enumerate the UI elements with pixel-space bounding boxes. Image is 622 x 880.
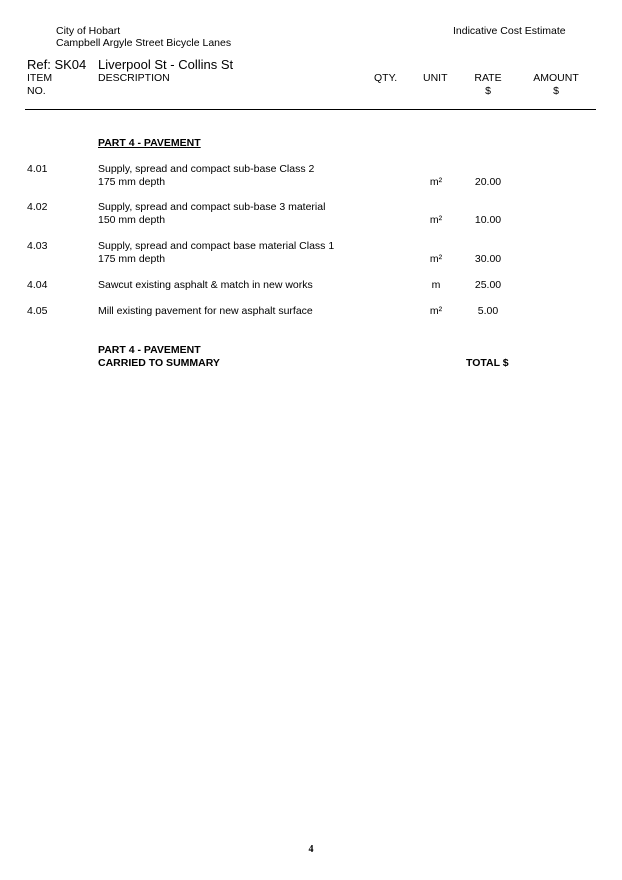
col-description-header: DESCRIPTION [98, 72, 170, 84]
item-rate: 5.00 [477, 305, 499, 317]
item-rate: 25.00 [474, 279, 502, 291]
item-description: Sawcut existing asphalt & match in new works [98, 279, 313, 291]
item-description: Mill existing pavement for new asphalt surface [98, 305, 313, 317]
item-number: 4.02 [27, 201, 48, 213]
summary-carried-label: CARRIED TO SUMMARY [98, 357, 220, 369]
col-item-header: ITEM [27, 72, 53, 84]
item-rate: 30.00 [474, 253, 502, 265]
item-unit: m² [429, 176, 443, 188]
section-title: PART 4 - PAVEMENT [98, 137, 201, 149]
org-name: City of Hobart [56, 25, 121, 37]
item-unit: m² [429, 305, 443, 317]
header-divider [25, 109, 596, 110]
item-number: 4.04 [27, 279, 48, 291]
location-title: Liverpool St - Collins St [98, 57, 234, 72]
col-unit-header: UNIT [423, 72, 448, 84]
item-number: 4.03 [27, 240, 48, 252]
col-amount-currency: $ [553, 85, 559, 97]
item-rate: 20.00 [474, 176, 502, 188]
item-description-detail: 175 mm depth [98, 176, 166, 188]
item-description-detail: 150 mm depth [98, 214, 166, 226]
total-label: TOTAL $ [466, 357, 509, 369]
item-number: 4.01 [27, 163, 48, 175]
col-item-no-header: NO. [27, 85, 46, 97]
item-unit: m² [429, 214, 443, 226]
item-description: Supply, spread and compact sub-base Class 2 [98, 163, 315, 175]
item-unit: m² [429, 253, 443, 265]
item-rate: 10.00 [474, 214, 502, 226]
summary-section-title: PART 4 - PAVEMENT [98, 344, 201, 356]
item-description: Supply, spread and compact sub-base 3 material [98, 201, 326, 213]
document-type: Indicative Cost Estimate [453, 25, 566, 37]
col-rate-currency: $ [485, 85, 491, 97]
col-rate-header: RATE [474, 72, 502, 84]
page-number: 4 [308, 844, 314, 855]
col-qty-header: QTY. [374, 72, 398, 84]
project-name: Campbell Argyle Street Bicycle Lanes [56, 37, 232, 49]
item-description: Supply, spread and compact base material Class 1 [98, 240, 335, 252]
col-amount-header: AMOUNT [533, 72, 579, 84]
item-unit: m [431, 279, 441, 291]
reference-code: Ref: SK04 [27, 57, 87, 72]
item-number: 4.05 [27, 305, 48, 317]
item-description-detail: 175 mm depth [98, 253, 166, 265]
